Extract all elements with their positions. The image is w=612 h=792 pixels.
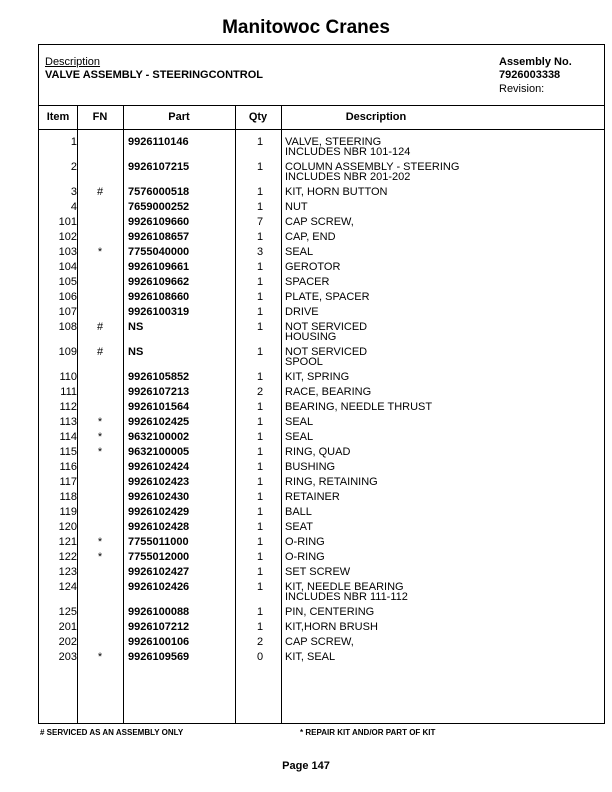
cell-description: [285, 187, 387, 197]
cell-part: 7755012000: [128, 551, 190, 563]
cell-qty: 1: [256, 536, 264, 548]
cell-part: 7755040000: [128, 246, 190, 258]
cell-item: 105: [58, 276, 77, 288]
description-line: INCLUDES NBR 201-202: [285, 171, 411, 183]
cell-item: 108: [58, 321, 77, 333]
description-line: SEAL: [285, 246, 314, 258]
cell-qty: 1: [256, 136, 264, 148]
cell-description: [285, 347, 367, 367]
cell-item: 2: [70, 161, 77, 173]
column-divider: [123, 105, 124, 723]
cell-part: 9926108660: [128, 291, 190, 303]
description-line: NUT: [285, 201, 308, 213]
cell-qty: 1: [256, 446, 264, 458]
cell-item: 114: [59, 431, 77, 443]
cell-qty: 1: [256, 186, 264, 198]
cell-part: 9926101564: [128, 401, 190, 413]
cell-item: 125: [58, 606, 77, 618]
cell-description: [285, 582, 408, 602]
cell-part: 9926108657: [128, 231, 190, 243]
cell-description: [285, 162, 459, 182]
cell-item: 102: [58, 231, 77, 243]
cell-qty: 7: [256, 216, 264, 228]
cell-qty: 1: [256, 621, 264, 633]
description-line: NOT SERVICED: [285, 321, 368, 333]
cell-part: 9926107212: [128, 621, 190, 633]
cell-part: 7576000518: [128, 186, 190, 198]
cell-description: [285, 462, 335, 472]
cell-item: 122: [58, 551, 77, 563]
cell-qty: 1: [256, 276, 264, 288]
description-line: KIT, SPRING: [285, 371, 350, 383]
cell-description: [285, 247, 313, 257]
cell-part: 9926109662: [128, 276, 190, 288]
cell-description: [285, 552, 325, 562]
cell-description: [285, 387, 371, 397]
cell-qty: 1: [256, 261, 264, 273]
page-title: Manitowoc Cranes: [222, 17, 390, 38]
cell-description: [285, 202, 308, 212]
cell-item: 113: [59, 416, 77, 428]
footnote-serviced: # SERVICED AS AN ASSEMBLY ONLY: [40, 728, 184, 737]
cell-qty: 1: [256, 346, 264, 358]
cell-part: 9632100002: [128, 431, 190, 443]
cell-description: [285, 567, 350, 577]
cell-item: 104: [58, 261, 77, 273]
description-line: SEAL: [285, 431, 314, 443]
description-line: NOT SERVICED: [285, 346, 368, 358]
parts-table: [38, 44, 605, 724]
cell-description: [285, 137, 410, 157]
cell-description: [285, 277, 329, 287]
cell-qty: 1: [256, 291, 264, 303]
cell-qty: 0: [256, 651, 264, 663]
cell-description: [285, 637, 354, 647]
cell-part: 9926102426: [128, 581, 190, 593]
description-line: SEAL: [285, 416, 314, 428]
page-number: Page 147: [282, 760, 330, 772]
revision-label: Revision:: [499, 83, 545, 95]
cell-qty: 3: [256, 246, 264, 258]
cell-qty: 1: [256, 201, 264, 213]
cell-item: 1: [70, 136, 77, 148]
cell-description: [285, 622, 378, 632]
description-line: VALVE, STEERING: [285, 136, 382, 148]
cell-qty: 1: [256, 431, 264, 443]
description-line: BUSHING: [285, 461, 336, 473]
cell-qty: 1: [256, 321, 264, 333]
cell-item: 120: [58, 521, 77, 533]
cell-description: [285, 507, 312, 517]
cell-part: 9926102427: [128, 566, 190, 578]
description-line: SEAT: [285, 521, 313, 533]
cell-item: 107: [58, 306, 77, 318]
cell-fn: *: [97, 431, 103, 443]
cell-fn: *: [97, 551, 103, 563]
cell-qty: 1: [256, 566, 264, 578]
cell-part: NS: [128, 346, 144, 358]
cell-qty: 1: [256, 416, 264, 428]
description-line: RING, QUAD: [285, 446, 351, 458]
description-line: KIT, SEAL: [285, 651, 336, 663]
cell-qty: 1: [256, 231, 264, 243]
cell-description: [285, 217, 354, 227]
cell-qty: 1: [256, 461, 264, 473]
cell-description: [285, 307, 319, 317]
description-line: RETAINER: [285, 491, 340, 503]
cell-qty: 1: [256, 521, 264, 533]
cell-description: [285, 417, 313, 427]
cell-item: 111: [60, 386, 77, 398]
cell-fn: #: [96, 346, 104, 358]
footnote-repair-kit: * REPAIR KIT AND/OR PART OF KIT: [300, 728, 436, 737]
description-line: SET SCREW: [285, 566, 351, 578]
cell-part: 9926102424: [128, 461, 190, 473]
cell-qty: 2: [256, 386, 264, 398]
cell-part: 7755011000: [128, 536, 189, 548]
description-line: COLUMN ASSEMBLY - STEERING: [285, 161, 460, 173]
cell-item: 115: [59, 446, 77, 458]
cell-item: 4: [70, 201, 77, 213]
cell-part: 9926102430: [128, 491, 190, 503]
cell-item: 109: [58, 346, 77, 358]
cell-item: 203: [58, 651, 77, 663]
cell-item: 112: [59, 401, 77, 413]
cell-qty: 1: [256, 401, 264, 413]
cell-fn: *: [97, 651, 103, 663]
cell-item: 116: [59, 461, 77, 473]
column-divider: [235, 105, 236, 723]
cell-item: 119: [59, 506, 77, 518]
cell-item: 201: [58, 621, 77, 633]
cell-item: 101: [58, 216, 77, 228]
description-line: KIT, HORN BUTTON: [285, 186, 388, 198]
description-line: CAP, END: [285, 231, 336, 243]
cell-part: 9926102429: [128, 506, 190, 518]
column-header-part: Part: [168, 111, 190, 123]
cell-item: 123: [58, 566, 77, 578]
column-divider: [281, 105, 282, 723]
cell-item: 106: [58, 291, 77, 303]
cell-part: 7659000252: [128, 201, 190, 213]
description-label: Description: [45, 56, 101, 68]
cell-qty: 1: [256, 161, 264, 173]
description-line: SPACER: [285, 276, 330, 288]
description-line: SPOOL: [285, 356, 323, 368]
cell-item: 3: [70, 186, 77, 198]
cell-qty: 1: [256, 476, 264, 488]
cell-item: 124: [58, 581, 77, 593]
description-line: HOUSING: [285, 331, 337, 343]
cell-part: 9926100319: [128, 306, 190, 318]
cell-item: 118: [59, 491, 77, 503]
cell-qty: 1: [256, 606, 264, 618]
column-header-fn: FN: [92, 111, 108, 123]
cell-description: [285, 262, 340, 272]
description-line: INCLUDES NBR 101-124: [285, 146, 411, 158]
cell-qty: 1: [256, 306, 264, 318]
cell-part: 9926109661: [128, 261, 190, 273]
description-line: PIN, CENTERING: [285, 606, 375, 618]
description-line: CAP SCREW,: [285, 636, 354, 648]
description-value: VALVE ASSEMBLY - STEERINGCONTROL: [45, 69, 263, 81]
description-line: KIT,HORN BRUSH: [285, 621, 378, 633]
description-line: INCLUDES NBR 111-112: [285, 591, 408, 603]
cell-fn: *: [97, 446, 103, 458]
cell-part: NS: [128, 321, 144, 333]
cell-part: 9926100088: [128, 606, 190, 618]
cell-qty: 1: [256, 491, 264, 503]
cell-item: 121: [58, 536, 77, 548]
description-line: DRIVE: [285, 306, 319, 318]
cell-qty: 1: [256, 581, 264, 593]
cell-fn: #: [96, 186, 104, 198]
cell-fn: *: [97, 246, 103, 258]
description-line: RACE, BEARING: [285, 386, 372, 398]
cell-fn: *: [97, 416, 103, 428]
cell-qty: 2: [256, 636, 264, 648]
description-line: RING, RETAINING: [285, 476, 378, 488]
cell-fn: *: [97, 536, 103, 548]
description-line: O-RING: [285, 551, 325, 563]
description-line: BALL: [285, 506, 312, 518]
cell-description: [285, 322, 367, 342]
assembly-header: [39, 45, 604, 106]
cell-qty: 1: [256, 371, 264, 383]
cell-description: [285, 492, 340, 502]
cell-item: 202: [58, 636, 77, 648]
cell-part: 9926102428: [128, 521, 190, 533]
cell-part: 9926109569: [128, 651, 190, 663]
cell-item: 117: [59, 476, 77, 488]
description-line: KIT, NEEDLE BEARING: [285, 581, 404, 593]
description-line: PLATE, SPACER: [285, 291, 370, 303]
cell-part: 9926109660: [128, 216, 190, 228]
cell-part: 9926107215: [128, 161, 190, 173]
cell-part: 9926105852: [128, 371, 190, 383]
assembly-label: Assembly No.: [499, 56, 572, 68]
cell-qty: 1: [256, 506, 264, 518]
cell-description: [285, 522, 313, 532]
cell-description: [285, 447, 350, 457]
description-line: GEROTOR: [285, 261, 341, 273]
cell-item: 110: [59, 371, 77, 383]
cell-part: 9632100005: [128, 446, 190, 458]
cell-description: [285, 652, 335, 662]
cell-description: [285, 477, 378, 487]
cell-qty: 1: [256, 551, 264, 563]
cell-description: [285, 292, 370, 302]
cell-part: 9926110146: [128, 136, 189, 148]
cell-part: 9926102425: [128, 416, 190, 428]
column-header-qty: Qty: [248, 111, 268, 123]
description-line: CAP SCREW,: [285, 216, 354, 228]
cell-description: [285, 607, 374, 617]
cell-description: [285, 232, 336, 242]
cell-description: [285, 537, 325, 547]
description-line: BEARING, NEEDLE THRUST: [285, 401, 433, 413]
column-header-item: Item: [46, 111, 70, 123]
cell-part: 9926102423: [128, 476, 190, 488]
cell-fn: #: [96, 321, 104, 333]
cell-part: 9926107213: [128, 386, 190, 398]
cell-description: [285, 402, 432, 412]
cell-description: [285, 372, 349, 382]
column-header-description: Description: [345, 111, 407, 123]
description-line: O-RING: [285, 536, 325, 548]
cell-part: 9926100106: [128, 636, 190, 648]
cell-item: 103: [58, 246, 77, 258]
cell-description: [285, 432, 313, 442]
assembly-number: 7926003338: [499, 69, 561, 81]
